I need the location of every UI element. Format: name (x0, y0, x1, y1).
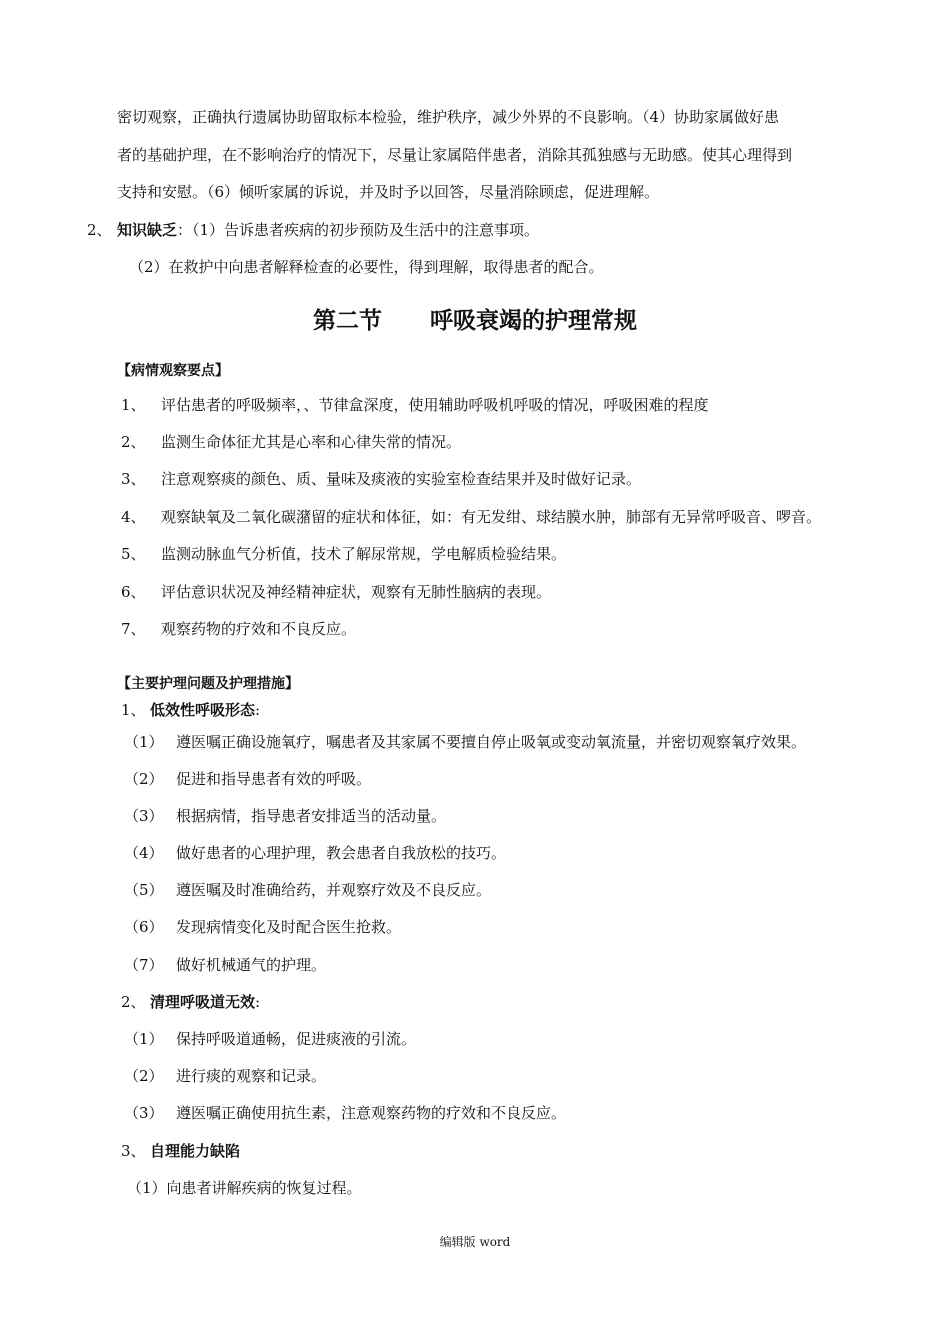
knowledge-line-1 (87, 220, 539, 240)
knowledge-line-2: （2）在救护中向患者解释检查的必要性，得到理解，取得患者的配合。 (129, 258, 604, 276)
observation-heading: 【病情观察要点】 (117, 363, 229, 379)
knowledge-label: 知识缺乏 (117, 221, 178, 239)
problem-1-item-4: （4） 做好患者的心理护理，教会患者自我放松的技巧。 (124, 844, 507, 862)
problem-1-item-6: （6） 发现病情变化及时配合医生抢救。 (124, 918, 402, 936)
problem-1-item-5: （5） 遵医嘱及时准确给药，并观察疗效及不良反应。 (124, 881, 492, 899)
problem-1-item-2: （2） 促进和指导患者有效的呼吸。 (124, 770, 372, 788)
problem-1-item-7: （7） 做好机械通气的护理。 (124, 956, 327, 974)
problem-1-heading: 1、 低效性呼吸形态: (121, 701, 261, 719)
observation-item-4: 4、 观察缺氧及二氧化碳潴留的症状和体征，如：有无发绀、球结膜水肿，肺部有无异常呼吸音、啰音。 (121, 508, 822, 526)
observation-item-3: 3、 注意观察痰的颜色、质、量味及痰液的实验室检查结果并及时做好记录。 (121, 470, 642, 488)
observation-item-1: 1、 评估患者的呼吸频率，、节律盒深度，使用辅助呼吸机呼吸的情况，呼吸困难的程度 (121, 396, 709, 414)
page-footer: 编辑版 word (439, 1235, 511, 1249)
problem-1-item-1: （1） 遵医嘱正确设施氧疗，嘱患者及其家属不要擅自停止吸氧或变动氧流量，并密切观察氧疗效果。 (124, 733, 807, 751)
intro-line-1: 密切观察，正确执行遗属协助留取标本检验，维护秩序，减少外界的不良影响。（4）协助家属做好患 (117, 108, 780, 126)
problem-2-heading: 2、 清理呼吸道无效: (121, 993, 261, 1011)
observation-item-6: 6、 评估意识状况及神经精神症状，观察有无肺性脑病的表现。 (121, 583, 552, 601)
problem-2-item-3: （3） 遵医嘱正确使用抗生素，注意观察药物的疗效和不良反应。 (124, 1104, 567, 1122)
knowledge-number: 2、 (87, 221, 112, 239)
section-title: 第二节 呼吸衰竭的护理常规 (312, 308, 638, 334)
nursing-heading: 【主要护理问题及护理措施】 (117, 676, 299, 692)
problem-2-item-2: （2） 进行痰的观察和记录。 (124, 1067, 327, 1085)
problem-3-heading: 3、 自理能力缺陷 (121, 1142, 241, 1160)
observation-item-2: 2、 监测生命体征尤其是心率和心律失常的情况。 (121, 433, 462, 451)
problem-2-item-1: （1） 保持呼吸道通畅，促进痰液的引流。 (124, 1030, 417, 1048)
observation-item-7: 7、 观察药物的疗效和不良反应。 (121, 620, 357, 638)
problem-1-item-3: （3） 根据病情，指导患者安排适当的活动量。 (124, 807, 447, 825)
problem-3-item-1: （1）向患者讲解疾病的恢复过程。 (127, 1179, 362, 1197)
knowledge-text-1: ：（1）告诉患者疾病的初步预防及生活中的注意事项。 (177, 221, 540, 239)
intro-line-2: 者的基础护理，在不影响治疗的情况下，尽量让家属陪伴患者，消除其孤独感与无助感。使其心理得到 (117, 146, 793, 164)
intro-line-3: 支持和安慰。（6）倾听家属的诉说，并及时予以回答，尽量消除顾虑，促进理解。 (117, 183, 660, 201)
observation-item-5: 5、 监测动脉血气分析值，技术了解尿常规，学电解质检验结果。 (121, 545, 567, 563)
